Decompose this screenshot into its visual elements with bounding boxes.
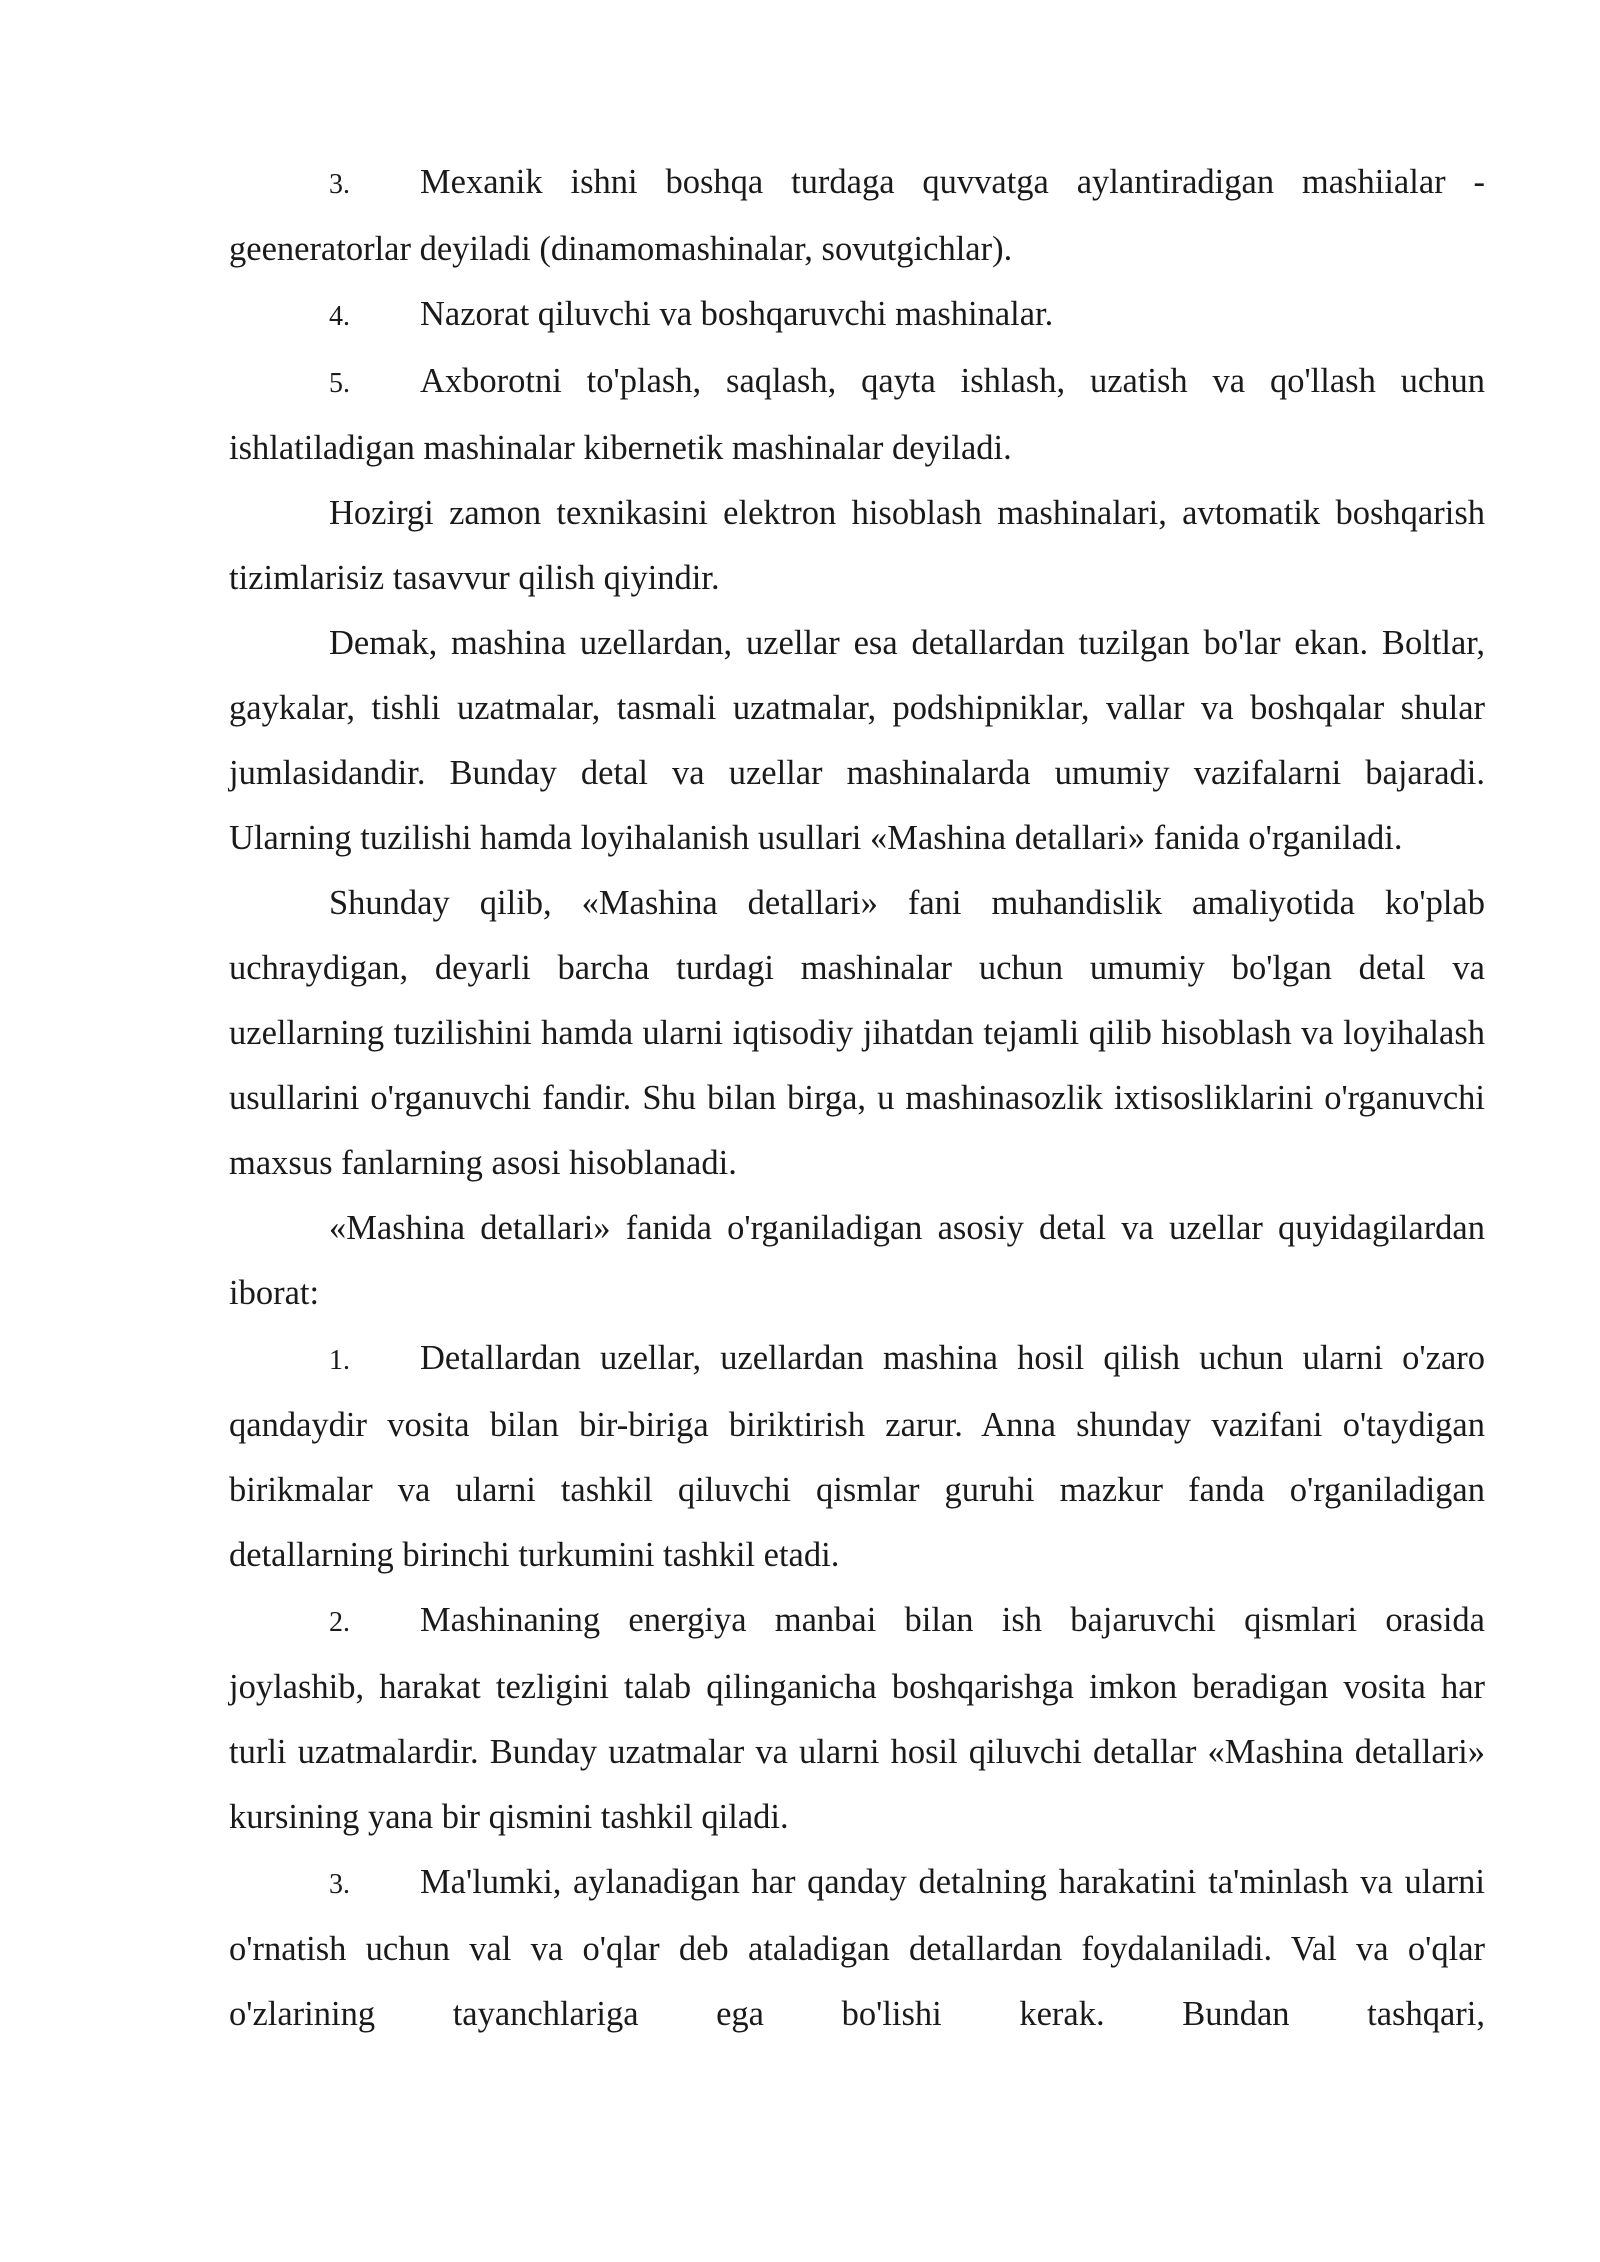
list-item-text: Nazorat qiluvchi va boshqaruvchi mashinalar. — [420, 295, 1054, 333]
list-number: 1. — [329, 1345, 350, 1376]
list-item-3 — [229, 150, 1485, 282]
list-item-text: Mashinaning energiya manbai bilan ish bajaruvchi qismlari orasida joylashib, harakat tezligini talab qilinganicha boshqarishga imkon beradigan vosita har turli uzatmalardir. Bunday uzatmalar va ularni hosil qiluvchi detallar «Mashina detallari» kursining yana bir qismini tashkil qiladi. — [229, 1601, 1485, 1836]
list-number: 3. — [329, 169, 350, 200]
list-item-3-shafts — [229, 1850, 1485, 2047]
list-item-4 — [229, 282, 1485, 349]
paragraph-main-parts-intro: «Mashina detallari» fanida o'rganiladigan asosiy detal va uzellar quyidagilardan iborat: — [229, 1209, 1485, 1312]
list-item-text: Mexanik ishni boshqa turdaga quvvatga aylantiradigan mashiialar - geeneratorlar deyiladi (dinamomashinalar, sovutgichlar). — [229, 163, 1485, 268]
list-item-5 — [229, 349, 1485, 481]
paragraph-modern-technology: Hozirgi zamon texnikasini elektron hisoblash mashinalari, avtomatik boshqarish tizimlarisiz tasavvur qilish qiyindir. — [229, 494, 1485, 597]
list-number: 5. — [329, 368, 350, 399]
list-item-text: Detallardan uzellar, uzellardan mashina hosil qilish uchun ularni o'zaro qandaydir vosita bilan bir-biriga biriktirish zarur. Anna shunday vazifani o'taydigan birikmalar va ularni tashkil qiluvchi qismlar guruhi mazkur fanda o'rganiladigan detallarning birinchi turkumini tashkil etadi. — [229, 1339, 1485, 1574]
list-number: 2. — [329, 1607, 350, 1638]
list-item-text: Axborotni to'plash, saqlash, qayta ishlash, uzatish va qo'llash uchun ishlatiladigan mashinalar kibernetik mashinalar deyiladi. — [229, 362, 1485, 467]
paragraph-machine-units: Demak, mashina uzellardan, uzellar esa detallardan tuzilgan bo'lar ekan. Boltlar, gaykalar, tishli uzatmalar, tasmali uzatmalar, podshipniklar, vallar va boshqalar shular jumlasidandir. Bunday detal va uzellar mashinalarda umumiy vazifalarni bajaradi. Ularning tuzilishi hamda loyihalanish usullari «Mashina detallari» fanida o'rganiladi. — [229, 624, 1485, 857]
list-number: 4. — [329, 301, 350, 332]
paragraph-subject-definition: Shunday qilib, «Mashina detallari» fani muhandislik amaliyotida ko'plab uchraydigan, deyarli barcha turdagi mashinalar uchun umumiy bo'lgan detal va uzellarning tuzilishini hamda ularni iqtisodiy jihatdan tejamli qilib hisoblash va loyihalash usullarini o'rganuvchi fandir. Shu bilan birga, u mashinasozlik ixtisosliklarini o'rganuvchi maxsus fanlarning asosi hisoblanadi. — [229, 884, 1485, 1182]
list-number: 3. — [329, 1869, 350, 1900]
list-item-text: Ma'lumki, aylanadigan har qanday detalning harakatini ta'minlash va ularni o'rnatish uchun val va o'qlar deb ataladigan detallardan foydalaniladi. Val va o'qlar o'zlarining tayanchlariga ega bo'lishi kerak. Bundan tashqari, — [229, 1863, 1485, 2033]
list-item-2 — [229, 1588, 1485, 1850]
list-item-1 — [229, 1326, 1485, 1588]
document-body — [229, 150, 1485, 2047]
